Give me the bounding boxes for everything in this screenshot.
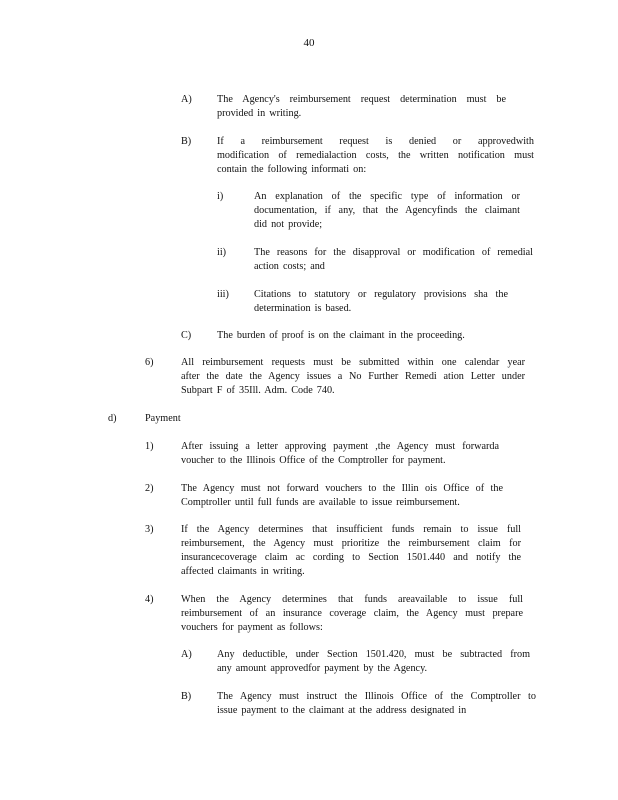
text-line: If the Agency determines that insufficient funds remain to issue full [181, 524, 521, 535]
text-line: After issuing a letter approving payment ,the Agency must forwarda [181, 441, 499, 452]
item-text [181, 593, 523, 635]
text-line: The Agency must not forward vouchers to the Illin ois Office of the [181, 483, 503, 494]
text-line: documentation, if any, that the Agencyfinds the claimant [254, 205, 520, 216]
item-text [217, 93, 506, 121]
item-text [254, 246, 533, 274]
item-text [181, 440, 499, 468]
text-line: The Agency's reimbursement request determination must be [217, 94, 506, 105]
item-label: i) [217, 191, 224, 202]
text-line: All reimbursement requests must be submitted within one calendar year [181, 357, 525, 368]
item-label: d) [108, 413, 117, 424]
item-label: A) [181, 94, 192, 105]
item-label: B) [181, 691, 192, 702]
item-label: ii) [217, 247, 227, 258]
item-text [217, 648, 530, 676]
text-line: provided in writing. [217, 108, 302, 119]
text-line: If a reimbursement request is denied or approvedwith [217, 136, 534, 147]
text-line: Comptroller until full funds are available to issue reimbursement. [181, 497, 460, 508]
item-text [217, 329, 483, 343]
text-line: reimbursement, the Agency must prioritize the reimbursement claim for [181, 538, 521, 549]
text-line: after the date the Agency issues a No Further Remedi ation Letter under [181, 371, 525, 382]
text-line: Any deductible, under Section 1501.420, must be subtracted from [217, 649, 530, 660]
text-line: vouchers for payment as follows: [181, 622, 323, 633]
item-label: C) [181, 330, 192, 341]
item-text [181, 523, 521, 579]
text-line: did not provide; [254, 219, 323, 230]
item-text [254, 288, 508, 316]
text-line: insurancecoverage claim ac cording to Section 1501.440 and notify the [181, 552, 521, 563]
item-text [145, 412, 185, 426]
text-line: Subpart F of 35Ill. Adm. Code 740. [181, 385, 335, 396]
text-line: The Agency must instruct the Illinois Office of the Comptroller to [217, 691, 536, 702]
text-line: The reasons for the disapproval or modification of remedial [254, 247, 533, 258]
text-line: action costs; and [254, 261, 325, 272]
text-line: The burden of proof is on the claimant in the proceeding. [217, 330, 465, 341]
text-line: voucher to the Illinois Office of the Comptroller for payment. [181, 455, 446, 466]
text-line: issue payment to the claimant at the address designated in [217, 705, 467, 716]
text-line: modification of remedialaction costs, the written notification must [217, 150, 534, 161]
item-label: B) [181, 136, 192, 147]
text-line: reimbursement of an insurance coverage claim, the Agency must prepare [181, 608, 523, 619]
item-label: iii) [217, 289, 229, 300]
item-label: 4) [145, 594, 154, 605]
item-label: 2) [145, 483, 154, 494]
item-text [254, 190, 520, 232]
text-line: Citations to statutory or regulatory provisions sha the [254, 289, 508, 300]
item-label: 3) [145, 524, 154, 535]
item-text [181, 356, 525, 398]
item-label: 6) [145, 357, 154, 368]
item-text [217, 690, 536, 718]
item-label: A) [181, 649, 192, 660]
item-label: 1) [145, 441, 154, 452]
item-text [181, 482, 503, 510]
text-line: affected claimants in writing. [181, 566, 305, 577]
text-line: Payment [145, 413, 181, 424]
text-line: determination is based. [254, 303, 352, 314]
text-line: any amount approvedfor payment by the Agency. [217, 663, 428, 674]
text-line: contain the following informati on: [217, 164, 367, 175]
text-line: An explanation of the specific type of information or [254, 191, 520, 202]
text-line: When the Agency determines that funds areavailable to issue full [181, 594, 523, 605]
page-number: 40 [303, 37, 315, 49]
item-text [217, 135, 534, 177]
